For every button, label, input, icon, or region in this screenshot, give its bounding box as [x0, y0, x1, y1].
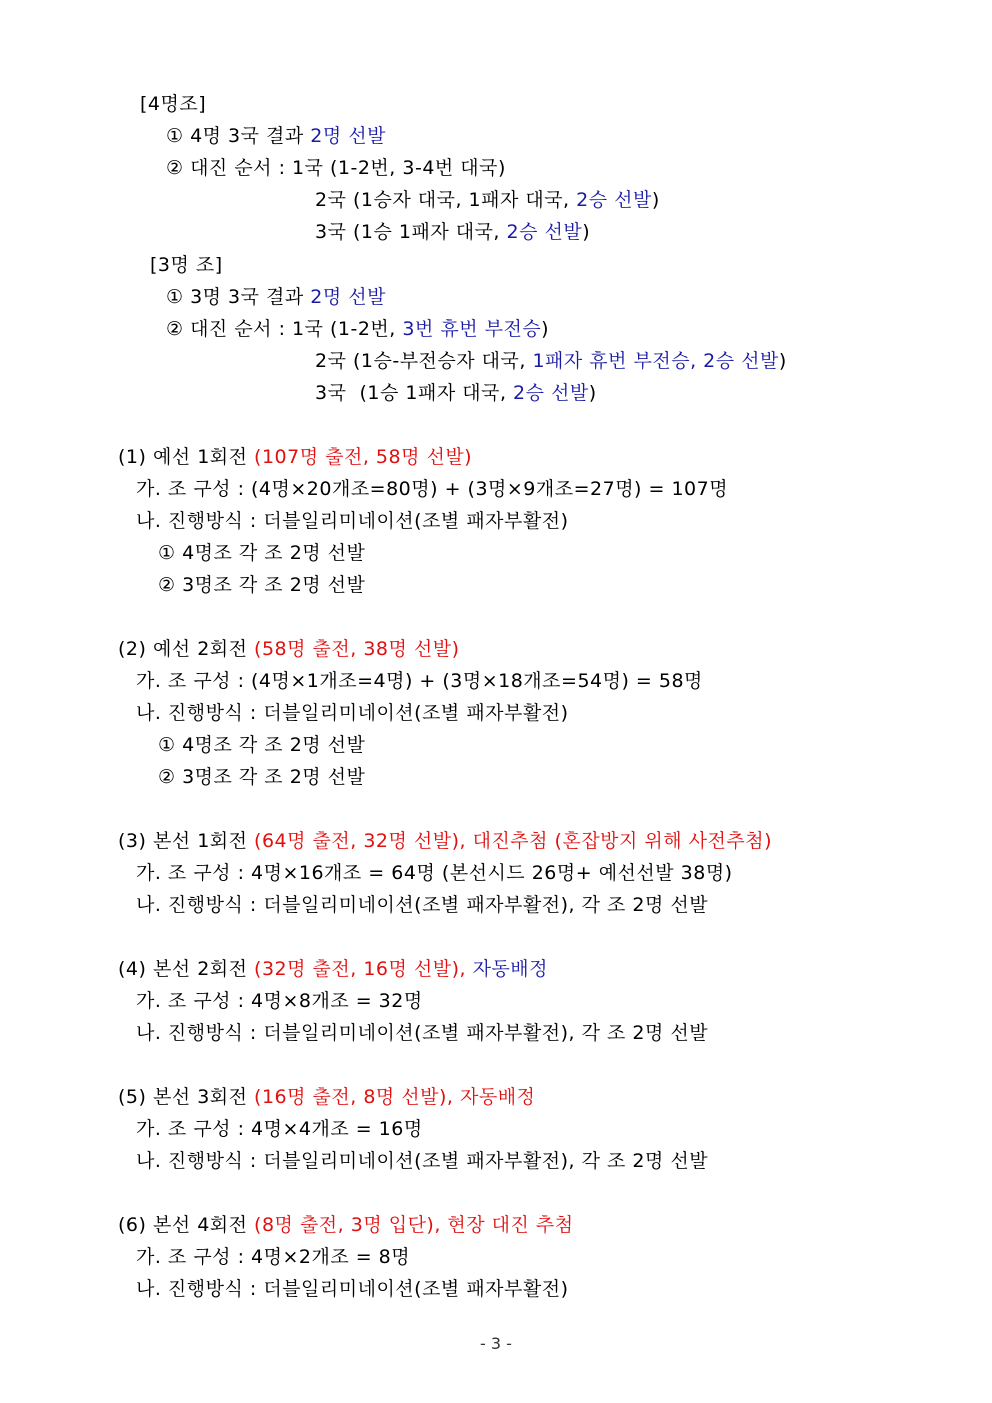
section-4-title: (4) 본선 2회전 (32명 출전, 16명 선발), 자동배정 [118, 958, 549, 980]
group3-item-1: ① 3명 3국 결과 2명 선발 [166, 286, 386, 308]
section-3-composition: 가. 조 구성 : 4명×16개조 = 64명 (본선시드 26명+ 예선선발 38명) [136, 862, 733, 884]
group4-item-1: ① 4명 3국 결과 2명 선발 [166, 125, 386, 147]
group4-heading: [4명조] [140, 93, 207, 115]
section-3-title: (3) 본선 1회전 (64명 출전, 32명 선발), 대진추첨 (혼잡방지 위해 사전추첨) [118, 830, 772, 852]
section-1-method: 나. 진행방식 : 더블일리미네이션(조별 패자부활전) [136, 510, 569, 532]
group4-item-2: ② 대진 순서 : 1국 (1-2번, 3-4번 대국) [166, 157, 506, 179]
section-2-item-1: ① 4명조 각 조 2명 선발 [158, 734, 366, 756]
section-6-composition: 가. 조 구성 : 4명×2개조 = 8명 [136, 1246, 411, 1268]
section-4-composition: 가. 조 구성 : 4명×8개조 = 32명 [136, 990, 423, 1012]
section-6-title: (6) 본선 4회전 (8명 출전, 3명 입단), 현장 대진 추첨 [118, 1214, 574, 1236]
group3-round-3: 3국 (1승 1패자 대국, 2승 선발) [315, 382, 597, 404]
section-2-item-2: ② 3명조 각 조 2명 선발 [158, 766, 366, 788]
section-6-method: 나. 진행방식 : 더블일리미네이션(조별 패자부활전) [136, 1278, 569, 1300]
group3-heading: [3명 조] [150, 254, 223, 276]
section-2-method: 나. 진행방식 : 더블일리미네이션(조별 패자부활전) [136, 702, 569, 724]
section-1-item-1: ① 4명조 각 조 2명 선발 [158, 542, 366, 564]
section-3-method: 나. 진행방식 : 더블일리미네이션(조별 패자부활전), 각 조 2명 선발 [136, 894, 709, 916]
section-5-method: 나. 진행방식 : 더블일리미네이션(조별 패자부활전), 각 조 2명 선발 [136, 1150, 709, 1172]
section-2-title: (2) 예선 2회전 (58명 출전, 38명 선발) [118, 638, 460, 660]
section-1-title: (1) 예선 1회전 (107명 출전, 58명 선발) [118, 446, 473, 468]
page-number: - 3 - [480, 1334, 512, 1353]
group3-round-2: 2국 (1승-부전승자 대국, 1패자 휴번 부전승, 2승 선발) [315, 350, 787, 372]
section-5-composition: 가. 조 구성 : 4명×4개조 = 16명 [136, 1118, 423, 1140]
section-5-title: (5) 본선 3회전 (16명 출전, 8명 선발), 자동배정 [118, 1086, 536, 1108]
group4-round-3: 3국 (1승 1패자 대국, 2승 선발) [315, 221, 591, 243]
section-2-composition: 가. 조 구성 : (4명×1개조=4명) + (3명×18개조=54명) = 58명 [136, 670, 703, 692]
group4-round-2: 2국 (1승자 대국, 1패자 대국, 2승 선발) [315, 189, 660, 211]
section-4-method: 나. 진행방식 : 더블일리미네이션(조별 패자부활전), 각 조 2명 선발 [136, 1022, 709, 1044]
section-1-item-2: ② 3명조 각 조 2명 선발 [158, 574, 366, 596]
section-1-composition: 가. 조 구성 : (4명×20개조=80명) + (3명×9개조=27명) = 107명 [136, 478, 729, 500]
group3-item-2: ② 대진 순서 : 1국 (1-2번, 3번 휴번 부전승) [166, 318, 550, 340]
